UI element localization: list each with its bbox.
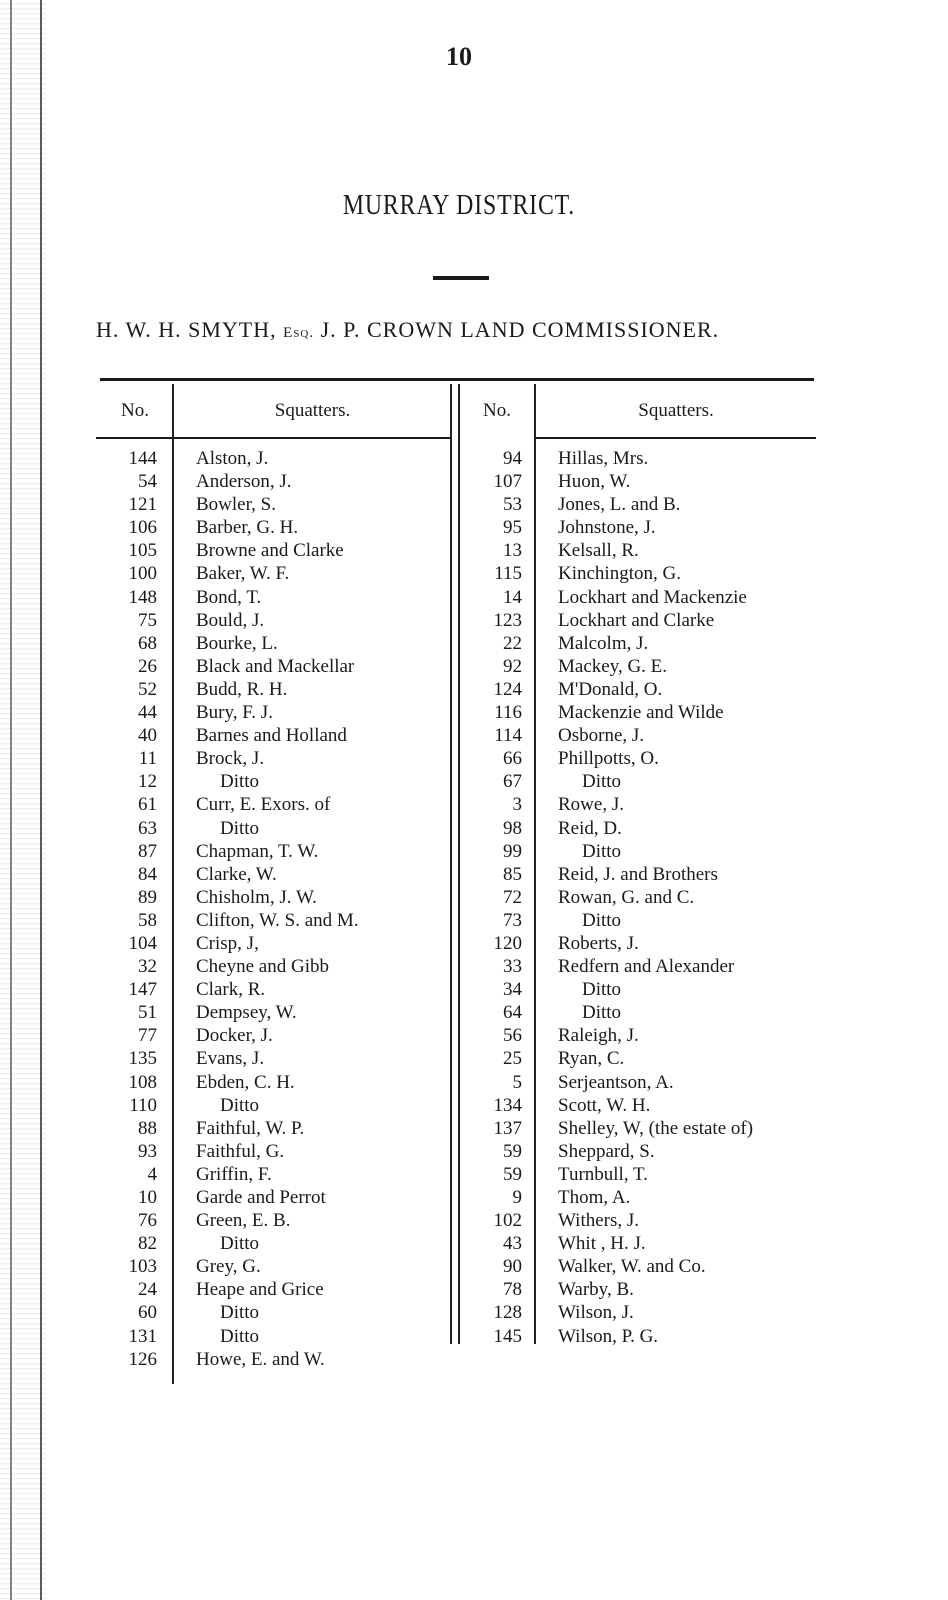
- squatter-name: Ditto: [220, 1233, 260, 1255]
- list-item: [460, 978, 820, 1001]
- list-item: [460, 1232, 820, 1255]
- entry-number: 64: [503, 1002, 522, 1024]
- entry-number: 134: [493, 1094, 522, 1116]
- squatter-name: Barber, G. H.: [196, 517, 299, 539]
- entry-number: 73: [503, 909, 522, 931]
- entry-number: 88: [138, 1117, 157, 1139]
- list-item: [96, 1024, 450, 1047]
- list-item: [460, 863, 820, 886]
- list-item: [460, 793, 820, 816]
- entry-number: 4: [147, 1163, 157, 1185]
- squatter-name: Kinchington, G.: [558, 563, 681, 585]
- list-item: [96, 863, 450, 886]
- entry-number: 60: [138, 1302, 157, 1324]
- list-item: [460, 1186, 820, 1209]
- entry-number: 12: [138, 771, 157, 793]
- squatter-name: Docker, J.: [196, 1025, 273, 1047]
- squatter-name: Bury, F. J.: [196, 702, 273, 724]
- squatter-name: Ryan, C.: [558, 1048, 625, 1070]
- squatter-name: Black and Mackellar: [196, 655, 355, 677]
- squatter-name: Phillpotts, O.: [558, 748, 659, 770]
- list-item: [96, 1348, 450, 1371]
- list-item: [96, 655, 450, 678]
- list-item: [96, 1232, 450, 1255]
- header-rule-right: [536, 437, 816, 439]
- squatter-name: Ditto: [582, 771, 622, 793]
- entry-number: 145: [493, 1325, 522, 1347]
- list-item: [96, 1140, 450, 1163]
- squatter-name: Bond, T.: [196, 586, 262, 608]
- entry-number: 131: [128, 1325, 157, 1347]
- entry-number: 89: [138, 886, 157, 908]
- column-header-squatters-left: Squatters.: [274, 400, 351, 421]
- list-item: [460, 1255, 820, 1278]
- entry-number: 107: [493, 471, 522, 493]
- squatter-name: Griffin, F.: [196, 1163, 272, 1185]
- entry-number: 10: [138, 1187, 157, 1208]
- squatter-name: Hillas, Mrs.: [558, 448, 649, 469]
- entry-number: 43: [503, 1233, 522, 1255]
- entry-number: 61: [138, 794, 157, 816]
- entry-number: 99: [503, 840, 522, 862]
- list-item: [460, 1117, 820, 1140]
- squatter-name: Bourke, L.: [196, 632, 278, 654]
- list-item: [460, 701, 820, 724]
- list-item: [460, 1209, 820, 1232]
- entry-number: 24: [138, 1279, 157, 1301]
- entry-number: 104: [128, 932, 157, 954]
- entry-number: 144: [128, 448, 157, 469]
- list-item: [460, 1301, 820, 1324]
- list-item: [96, 1278, 450, 1301]
- list-item: [460, 1278, 820, 1301]
- entry-number: 44: [138, 702, 157, 724]
- column-header-no-right: No.: [483, 400, 511, 421]
- squatter-name: Osborne, J.: [558, 725, 645, 747]
- squatter-name: Sheppard, S.: [558, 1140, 655, 1162]
- squatter-name: Withers, J.: [558, 1210, 640, 1232]
- list-item: [96, 886, 450, 909]
- entry-number: 100: [128, 563, 157, 585]
- list-item: [96, 678, 450, 701]
- entry-number: 9: [512, 1187, 522, 1208]
- squatter-name: Jones, L. and B.: [558, 494, 681, 516]
- entry-number: 84: [138, 863, 157, 885]
- squatter-name: Heape and Grice: [196, 1279, 324, 1301]
- entry-number: 40: [138, 725, 157, 747]
- list-item: [96, 1255, 450, 1278]
- list-item: [460, 1163, 820, 1186]
- entry-number: 116: [494, 702, 522, 724]
- squatter-name: Cheyne and Gibb: [196, 956, 329, 978]
- list-item: [96, 1186, 450, 1209]
- entry-number: 126: [128, 1348, 157, 1370]
- list-item: [96, 1325, 450, 1348]
- squatter-name: Ditto: [220, 1325, 260, 1347]
- list-item: [96, 793, 450, 816]
- entry-number: 51: [138, 1002, 157, 1024]
- district-title: MURRAY DISTRICT.: [342, 190, 576, 221]
- entry-number: 103: [128, 1256, 157, 1278]
- list-item: [96, 909, 450, 932]
- list-item: [96, 770, 450, 793]
- list-item: [96, 1001, 450, 1024]
- squatter-name: Johnstone, J.: [558, 517, 656, 539]
- squatter-name: Rowe, J.: [558, 794, 624, 816]
- entry-number: 90: [503, 1256, 522, 1278]
- commissioner-role: J. P. CROWN LAND COMMISSIONER.: [320, 317, 720, 342]
- squatter-name: Huon, W.: [558, 471, 631, 493]
- squatter-name: Budd, R. H.: [196, 678, 288, 700]
- squatter-name: M'Donald, O.: [558, 678, 663, 700]
- list-item: [96, 1301, 450, 1324]
- entry-number: 34: [503, 979, 522, 1001]
- entry-number: 115: [494, 563, 522, 585]
- list-item: [96, 1047, 450, 1070]
- list-item: [460, 470, 820, 493]
- entry-number: 67: [503, 771, 522, 793]
- squatter-name: Bowler, S.: [196, 494, 276, 516]
- entry-number: 124: [493, 678, 522, 700]
- squatter-name: Howe, E. and W.: [196, 1348, 325, 1370]
- list-item: [460, 655, 820, 678]
- squatter-name: Grey, G.: [196, 1256, 261, 1278]
- entry-number: 135: [128, 1048, 157, 1070]
- squatter-name: Baker, W. F.: [196, 563, 290, 585]
- squatter-name: Thom, A.: [558, 1187, 631, 1208]
- squatter-name: Crisp, J,: [196, 932, 259, 954]
- entry-number: 147: [128, 979, 157, 1001]
- squatter-name: Raleigh, J.: [558, 1025, 639, 1047]
- list-item: [96, 1163, 450, 1186]
- squatter-name: Warby, B.: [558, 1279, 634, 1301]
- squatter-name: Chapman, T. W.: [196, 840, 319, 862]
- entry-number: 77: [138, 1025, 157, 1047]
- entry-number: 32: [138, 956, 157, 978]
- entry-number: 26: [138, 655, 157, 677]
- list-item: [96, 955, 450, 978]
- list-item: [96, 539, 450, 562]
- entry-number: 78: [503, 1279, 522, 1301]
- entry-number: 68: [138, 632, 157, 654]
- column-divider: [450, 384, 452, 1344]
- list-item: [460, 1001, 820, 1024]
- binding-edge-line: [40, 0, 42, 1600]
- list-item: [460, 539, 820, 562]
- squatter-name: Mackey, G. E.: [558, 655, 668, 677]
- squatter-name: Brock, J.: [196, 748, 265, 770]
- squatter-name: Whit , H. J.: [558, 1233, 646, 1255]
- squatter-name: Chisholm, J. W.: [196, 886, 317, 908]
- entry-number: 72: [503, 886, 522, 908]
- entry-number: 102: [493, 1210, 522, 1232]
- list-item: [460, 1024, 820, 1047]
- entry-number: 14: [503, 586, 522, 608]
- entry-number: 93: [138, 1140, 157, 1162]
- squatter-name: Clark, R.: [196, 979, 266, 1001]
- list-item: [96, 840, 450, 863]
- entry-number: 110: [129, 1094, 157, 1116]
- list-item: [96, 493, 450, 516]
- entry-number: 123: [493, 609, 522, 631]
- entry-number: 53: [503, 494, 522, 516]
- list-item: [460, 516, 820, 539]
- list-item: [96, 701, 450, 724]
- list-item: [460, 447, 820, 470]
- squatter-name: Faithful, W. P.: [196, 1117, 305, 1139]
- squatter-name: Ditto: [220, 1094, 260, 1116]
- entry-number: 137: [493, 1117, 522, 1139]
- entry-number: 120: [493, 932, 522, 954]
- list-item: [460, 562, 820, 585]
- list-item: [96, 447, 450, 470]
- list-item: [460, 932, 820, 955]
- squatter-name: Ditto: [582, 840, 622, 862]
- list-item: [460, 1047, 820, 1070]
- list-item: [96, 609, 450, 632]
- commissioner-line: [96, 317, 826, 343]
- column-header-squatters-right: Squatters.: [638, 400, 714, 421]
- binding-edge-line: [10, 0, 12, 1600]
- squatter-name: Roberts, J.: [558, 932, 639, 954]
- commissioner-honorific: Esq.: [283, 325, 315, 341]
- squatter-name: Faithful, G.: [196, 1140, 285, 1162]
- list-item: [96, 562, 450, 585]
- squatter-name: Clifton, W. S. and M.: [196, 909, 359, 931]
- squatter-name: Ditto: [582, 909, 622, 931]
- list-item: [96, 1071, 450, 1094]
- squatter-name: Ditto: [220, 1302, 260, 1324]
- squatter-name: Wilson, J.: [558, 1302, 634, 1324]
- squatter-name: Alston, J.: [196, 448, 269, 469]
- entry-number: 11: [138, 748, 157, 770]
- entry-number: 114: [494, 725, 522, 747]
- list-item: [460, 1325, 820, 1348]
- entry-number: 54: [138, 471, 157, 493]
- squatters-list-right: [460, 447, 820, 1348]
- list-item: [460, 1071, 820, 1094]
- entry-number: 108: [128, 1071, 157, 1093]
- squatter-name: Green, E. B.: [196, 1210, 291, 1232]
- squatter-name: Ditto: [582, 1002, 622, 1024]
- entry-number: 148: [128, 586, 157, 608]
- entry-number: 5: [512, 1071, 522, 1093]
- page-number: 10: [446, 42, 472, 71]
- list-item: [96, 1117, 450, 1140]
- squatter-name: Walker, W. and Co.: [558, 1256, 706, 1278]
- squatter-name: Mackenzie and Wilde: [558, 702, 724, 724]
- list-item: [96, 1209, 450, 1232]
- squatter-name: Evans, J.: [196, 1048, 265, 1070]
- list-item: [96, 586, 450, 609]
- squatter-name: Dempsey, W.: [196, 1002, 297, 1024]
- squatter-name: Turnbull, T.: [558, 1163, 648, 1185]
- squatter-name: Serjeantson, A.: [558, 1071, 674, 1093]
- squatter-name: Redfern and Alexander: [558, 956, 735, 978]
- list-item: [460, 493, 820, 516]
- entry-number: 76: [138, 1210, 157, 1232]
- entry-number: 52: [138, 678, 157, 700]
- list-item: [96, 747, 450, 770]
- squatter-name: Ditto: [220, 771, 260, 793]
- entry-number: 105: [128, 540, 157, 562]
- entry-number: 94: [503, 448, 522, 469]
- table-top-rule: [100, 378, 814, 381]
- entry-number: 59: [503, 1163, 522, 1185]
- squatter-name: Malcolm, J.: [558, 632, 649, 654]
- column-header-no-left: No.: [121, 400, 149, 421]
- list-item: [460, 678, 820, 701]
- list-item: [96, 932, 450, 955]
- entry-number: 92: [503, 655, 522, 677]
- entry-number: 22: [503, 632, 522, 654]
- entry-number: 33: [503, 956, 522, 978]
- entry-number: 75: [138, 609, 157, 631]
- entry-number: 106: [128, 517, 157, 539]
- squatter-name: Lockhart and Mackenzie: [558, 586, 747, 608]
- entry-number: 59: [503, 1140, 522, 1162]
- list-item: [96, 632, 450, 655]
- squatter-name: Ditto: [220, 817, 260, 839]
- entry-number: 121: [128, 494, 157, 516]
- entry-number: 63: [138, 817, 157, 839]
- entry-number: 95: [503, 517, 522, 539]
- list-item: [460, 909, 820, 932]
- squatter-name: Wilson, P. G.: [558, 1325, 659, 1347]
- entry-number: 13: [503, 540, 522, 562]
- entry-number: 58: [138, 909, 157, 931]
- list-item: [96, 470, 450, 493]
- list-item: [460, 770, 820, 793]
- list-item: [460, 1094, 820, 1117]
- squatter-name: Reid, J. and Brothers: [558, 863, 718, 885]
- squatter-name: Anderson, J.: [196, 471, 292, 493]
- squatter-name: Browne and Clarke: [196, 540, 344, 562]
- entry-number: 82: [138, 1233, 157, 1255]
- squatter-name: Lockhart and Clarke: [558, 609, 715, 631]
- list-item: [460, 840, 820, 863]
- list-item: [460, 586, 820, 609]
- squatters-list-left: [96, 447, 450, 1371]
- list-item: [460, 609, 820, 632]
- header-rule-left: [96, 437, 450, 439]
- squatter-name: Garde and Perrot: [196, 1187, 326, 1208]
- list-item: [460, 817, 820, 840]
- squatter-name: Curr, E. Exors. of: [196, 794, 331, 816]
- entry-number: 25: [503, 1048, 522, 1070]
- squatter-name: Clarke, W.: [196, 863, 277, 885]
- squatter-name: Ebden, C. H.: [196, 1071, 295, 1093]
- list-item: [96, 1094, 450, 1117]
- list-item: [460, 1140, 820, 1163]
- squatter-name: Barnes and Holland: [196, 725, 347, 747]
- list-item: [460, 955, 820, 978]
- list-item: [460, 632, 820, 655]
- list-item: [96, 817, 450, 840]
- entry-number: 85: [503, 863, 522, 885]
- list-item: [96, 724, 450, 747]
- entry-number: 98: [503, 817, 522, 839]
- entry-number: 128: [493, 1302, 522, 1324]
- list-item: [460, 724, 820, 747]
- entry-number: 56: [503, 1025, 522, 1047]
- squatter-name: Bould, J.: [196, 609, 265, 631]
- list-item: [96, 516, 450, 539]
- commissioner-name: H. W. H. SMYTH,: [96, 317, 277, 342]
- squatter-name: Kelsall, R.: [558, 540, 639, 562]
- squatter-name: Reid, D.: [558, 817, 622, 839]
- title-divider: [433, 276, 489, 280]
- entry-number: 87: [138, 840, 157, 862]
- entry-number: 3: [512, 794, 522, 816]
- list-item: [96, 978, 450, 1001]
- squatter-name: Shelley, W, (the estate of): [558, 1117, 754, 1139]
- squatter-name: Ditto: [582, 979, 622, 1001]
- list-item: [460, 747, 820, 770]
- squatter-name: Rowan, G. and C.: [558, 886, 695, 908]
- squatter-name: Scott, W. H.: [558, 1094, 651, 1116]
- entry-number: 66: [503, 748, 522, 770]
- list-item: [460, 886, 820, 909]
